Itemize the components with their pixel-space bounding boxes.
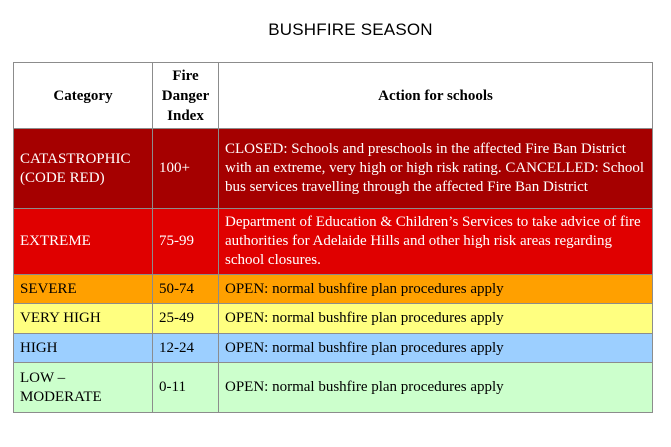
header-fire-danger-index	[153, 63, 219, 129]
category-cell	[14, 334, 153, 363]
header-index-line: Index	[167, 107, 204, 124]
action-cell: Department of Education & Children’s Services to take advice of fire authorities for Adelaide Hills and other high risk areas regarding school closures.	[219, 209, 653, 275]
table-header-row	[14, 63, 653, 129]
header-index-line: Danger	[161, 87, 210, 104]
category-line: LOW –	[20, 369, 66, 386]
index-cell: 12-24	[153, 334, 219, 363]
table-row	[14, 209, 653, 275]
table-row	[14, 275, 653, 304]
category-cell	[14, 129, 153, 209]
header-index-line: Fire	[172, 67, 199, 84]
header-action: Action for schools	[219, 63, 653, 129]
table-row	[14, 334, 653, 363]
index-cell: 50-74	[153, 275, 219, 304]
category-line: (CODE RED)	[20, 169, 105, 186]
category-line: MODERATE	[20, 388, 102, 405]
category-cell	[14, 363, 153, 413]
fire-danger-table	[13, 62, 653, 413]
table-row	[14, 304, 653, 334]
action-cell: OPEN: normal bushfire plan procedures apply	[219, 304, 653, 334]
action-cell: OPEN: normal bushfire plan procedures apply	[219, 363, 653, 413]
index-cell: 75-99	[153, 209, 219, 275]
category-line: HIGH	[20, 339, 58, 356]
action-cell: CLOSED: Schools and preschools in the affected Fire Ban District with an extreme, very high or high risk rating. CANCELLED: School bus services travelling through the affected Fire Ban District	[219, 129, 653, 209]
category-cell	[14, 275, 153, 304]
category-cell	[14, 209, 153, 275]
table-row	[14, 363, 653, 413]
index-cell: 0-11	[153, 363, 219, 413]
category-cell	[14, 304, 153, 334]
category-line: EXTREME	[20, 233, 91, 249]
category-line: SEVERE	[20, 280, 77, 297]
action-cell: OPEN: normal bushfire plan procedures apply	[219, 334, 653, 363]
page-title: BUSHFIRE SEASON	[268, 20, 433, 39]
action-cell: OPEN: normal bushfire plan procedures apply	[219, 275, 653, 304]
table-row	[14, 129, 653, 209]
index-cell: 100+	[153, 129, 219, 209]
category-line: CATASTROPHIC	[20, 150, 131, 167]
category-line: VERY HIGH	[20, 310, 101, 326]
index-cell: 25-49	[153, 304, 219, 334]
header-category: Category	[14, 63, 153, 129]
